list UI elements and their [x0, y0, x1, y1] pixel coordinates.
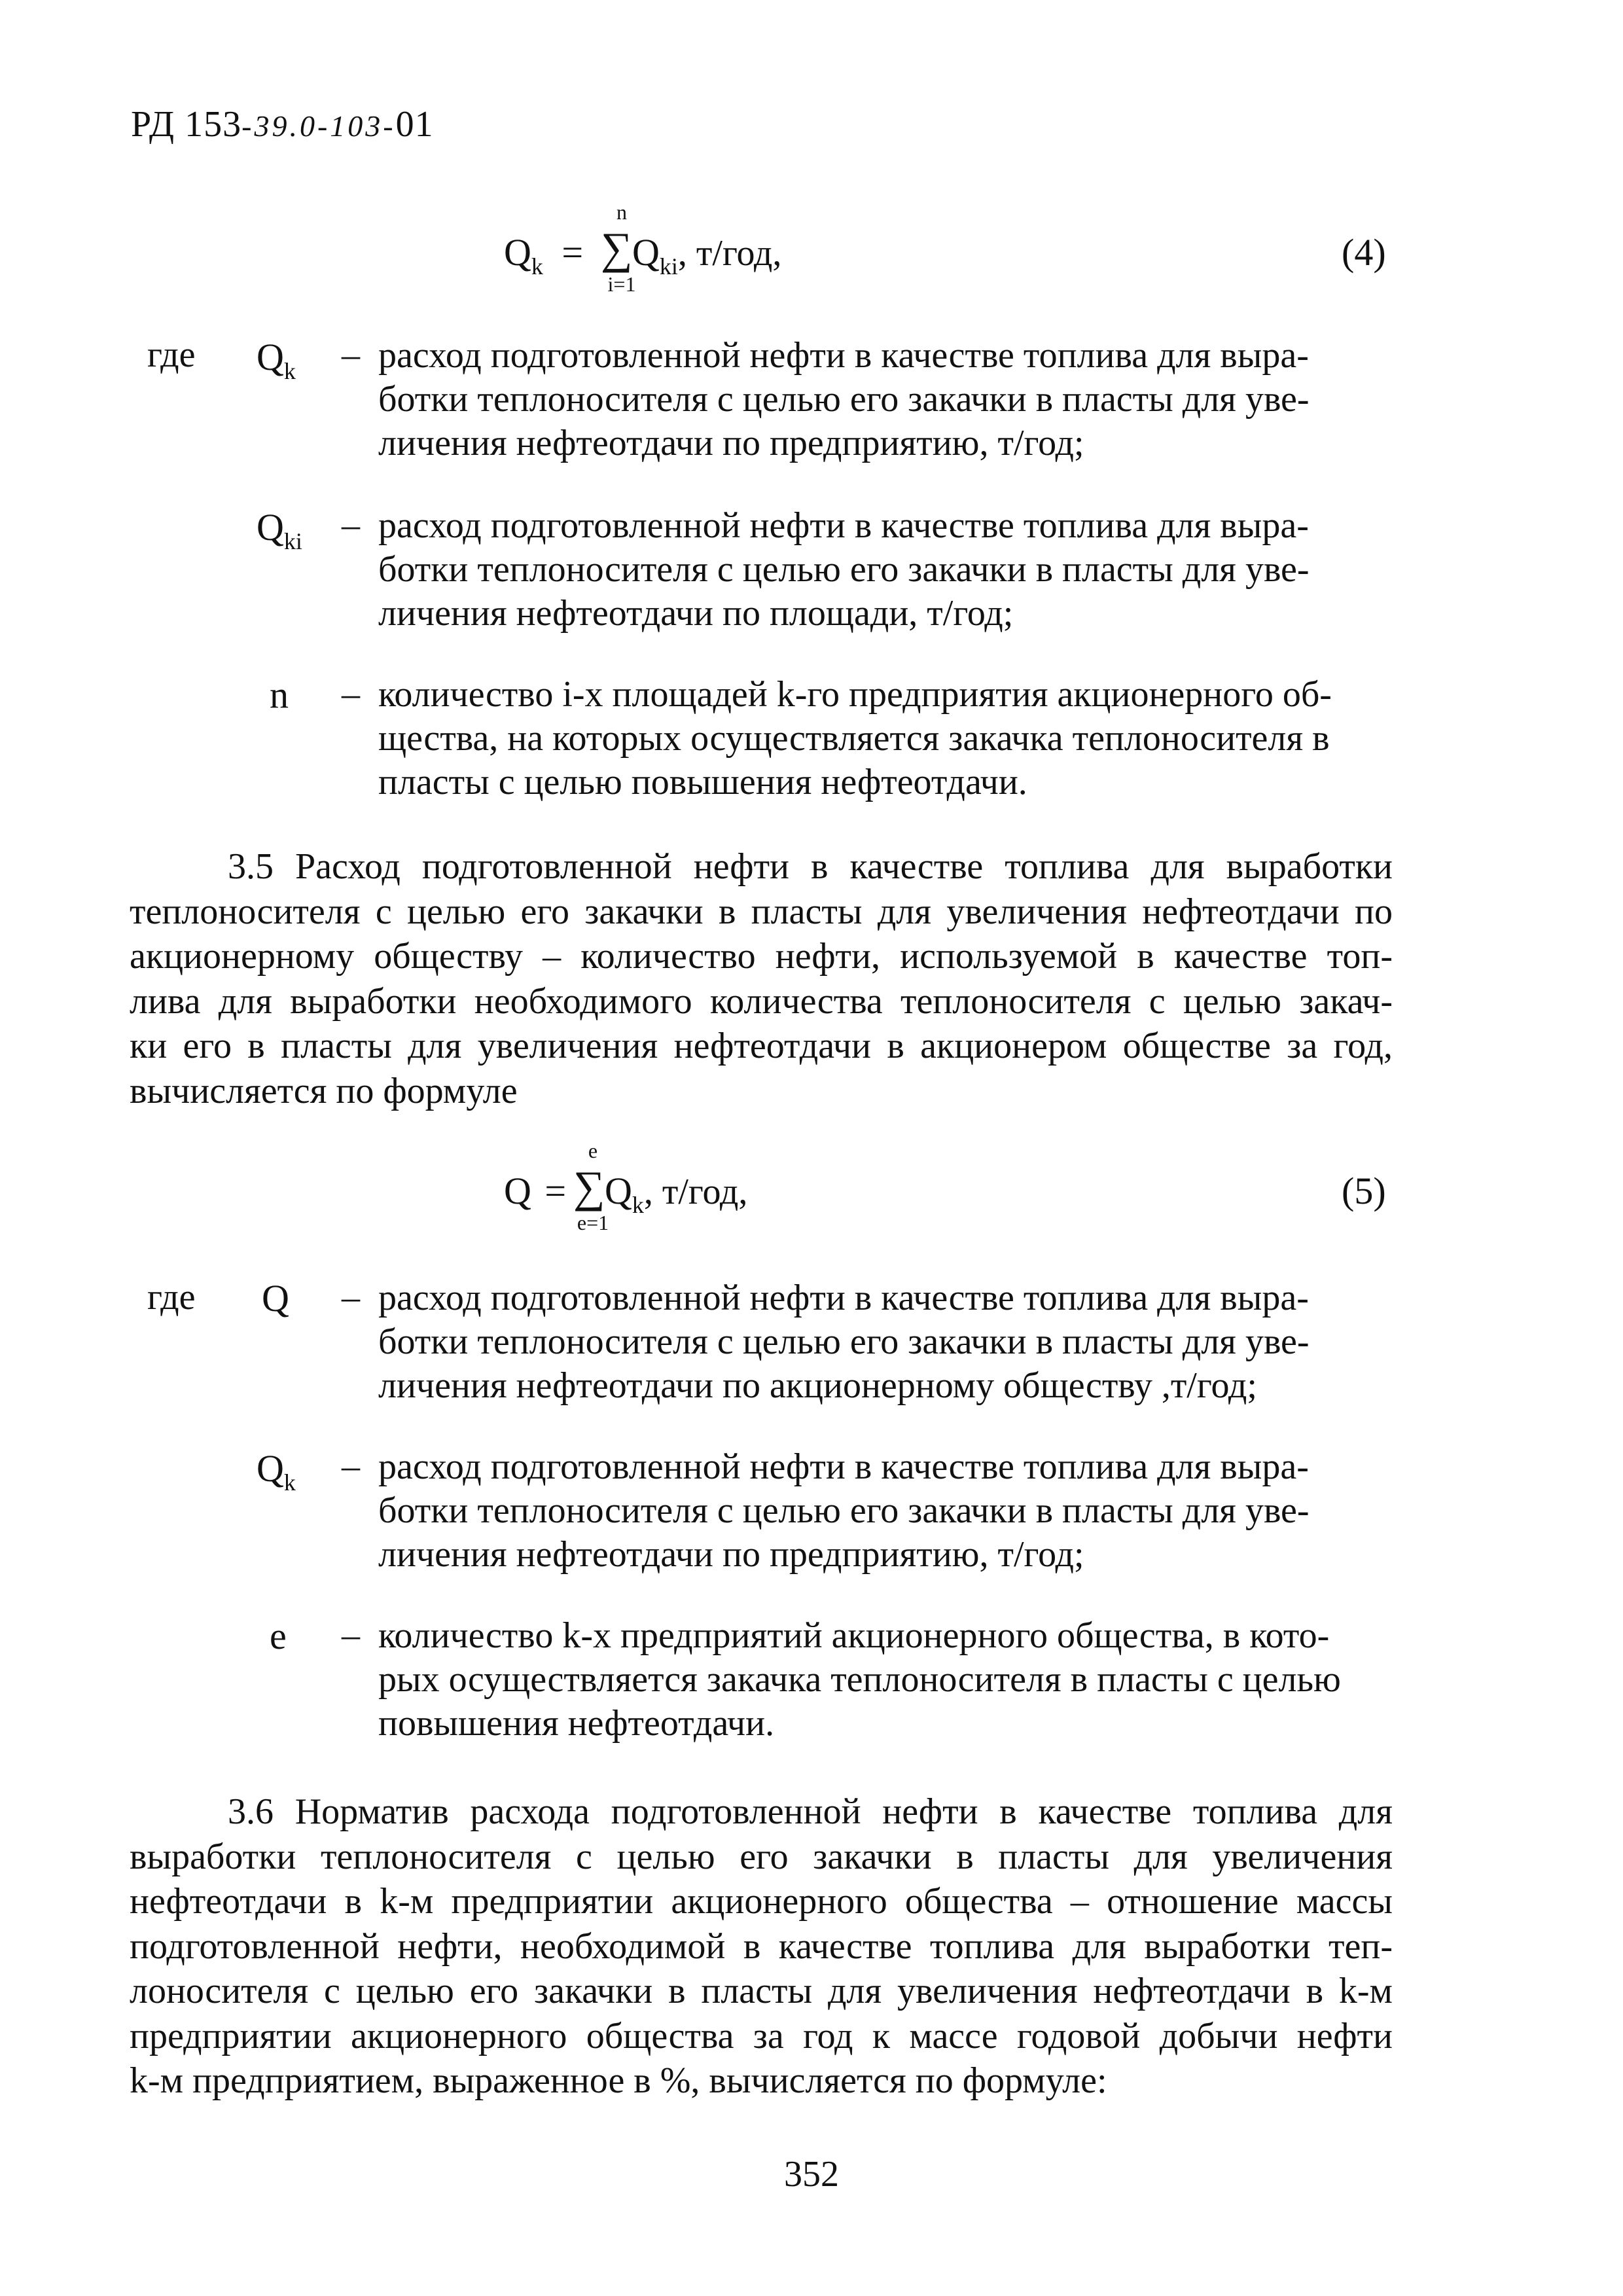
formula-4-sum-lower: i=1	[607, 272, 636, 296]
def-text-n: количество i-х площадей k-го предприятия акционерного об- щества, на которых осуществляется закачка теплоносителя в пласты с целью повышения нефтеотдачи.	[378, 674, 1332, 802]
equation-number-4: (4)	[1342, 231, 1386, 274]
formula-4-sum-upper: n	[616, 200, 627, 224]
page-number: 352	[784, 2154, 839, 2195]
formula-5-rhs: $Q_k$, т/год,	[605, 1170, 748, 1218]
def-dash: –	[342, 334, 360, 375]
def-text-qki: расход подготовленной нефти в качестве топлива для выра- ботки теплоносителя с целью его закачки в пласты для уве- личения нефтеотдачи по площади, т/год;	[378, 505, 1310, 634]
document-code	[131, 103, 434, 145]
paragraph-3-6: 3.6 Норматив расхода подготовленной нефти в качестве топлива для выработки теплоносителя с целью его закачки в пласты для увеличения нефтеотдачи в k-м предприятии акционерного общества – отношение массы подготовленной нефти, необходимой в качестве топлива для выработки теп- лоносителя с целью его закачки в пласты для увеличения нефтеотдачи в k-м предприятии акционерного общества за год к массе годовой добычи нефти k-м предприятием, выраженное в %, вычисляется по формуле:	[130, 1791, 1393, 2101]
formula-5-sum-upper: e	[588, 1139, 598, 1162]
def-symbol-qk-2: $Q_k$	[257, 1447, 296, 1496]
formula-5-lhs: Q	[504, 1170, 531, 1212]
formula-4-sigma: ∑	[601, 223, 633, 273]
formula-4	[504, 230, 583, 280]
def-symbol-n: n	[270, 673, 289, 716]
paragraph-3-5: 3.5 Расход подготовленной нефти в качестве топлива для выработки теплоносителя с целью его закачки в пласты для увеличения нефтеотдачи по акционерному обществу – количество нефти, используемой в качестве топ- лива для выработки необходимого количества теплоносителя с целью закач- ки его в пласты для увеличения нефтеотдачи в акционером обществе за год, вычисляется по формуле	[130, 846, 1393, 1111]
def-symbol-e: e	[270, 1615, 287, 1657]
formula-5-sigma: ∑	[573, 1162, 605, 1211]
document-code-prefix: РД 153	[131, 104, 242, 145]
formula-4-equals: =	[562, 231, 584, 274]
def-dash: –	[342, 505, 360, 545]
def-text-e: количество k-х предприятий акционерного общества, в кото- рых осуществляется закачка теплоносителя в пласты с целью повышения нефтеотдачи.	[378, 1615, 1341, 1744]
formula-4-lhs: $Q_k$	[504, 231, 543, 279]
where-label-1: где	[147, 334, 196, 375]
formula-5-sum-lower: e=1	[577, 1211, 609, 1234]
formula-5	[504, 1169, 566, 1213]
def-text-qk: расход подготовленной нефти в качестве топлива для выра- ботки теплоносителя с целью его закачки в пласты для уве- личения нефтеотдачи по предприятию, т/год;	[378, 335, 1310, 463]
document-code-handwritten: -39.0-103-	[241, 109, 396, 143]
def-dash: –	[342, 1615, 360, 1655]
def-text-q: расход подготовленной нефти в качестве топлива для выра- ботки теплоносителя с целью его закачки в пласты для уве- личения нефтеотдачи по акционерному обществу ,т/год;	[378, 1278, 1310, 1406]
equation-number-5: (5)	[1342, 1170, 1386, 1212]
def-text-qk-2: расход подготовленной нефти в качестве топлива для выра- ботки теплоносителя с целью его закачки в пласты для уве- личения нефтеотдачи по предприятию, т/год;	[378, 1446, 1310, 1575]
def-symbol-qk: $Q_k$	[257, 336, 296, 384]
def-dash: –	[342, 1446, 360, 1486]
document-code-suffix: 01	[395, 104, 434, 145]
formula-5-equals: =	[544, 1170, 567, 1212]
def-dash: –	[342, 673, 360, 714]
def-symbol-qki: $Q_{ki}$	[257, 506, 302, 554]
where-label-2: где	[147, 1277, 196, 1318]
def-symbol-q: Q	[262, 1277, 289, 1319]
formula-4-rhs: $Q_{ki}$, т/год,	[632, 231, 782, 279]
def-dash: –	[342, 1277, 360, 1318]
